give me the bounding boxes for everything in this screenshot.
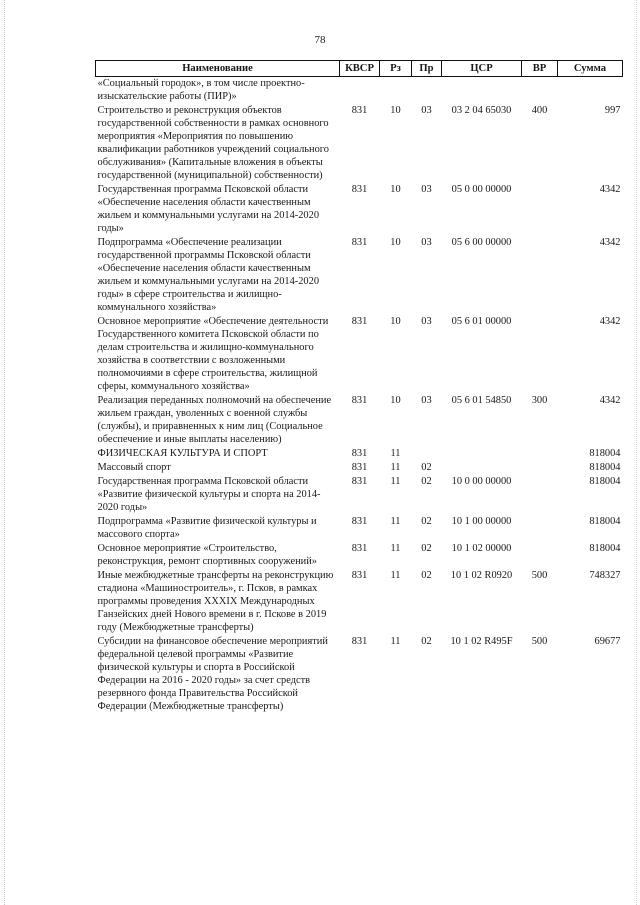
table-row <box>96 446 623 460</box>
cell-csr: 05 6 01 54850 <box>451 395 512 406</box>
cell-csr <box>442 446 522 460</box>
cell-rz: 11 <box>390 543 401 554</box>
cell-csr <box>442 460 522 474</box>
cell-name: «Социальный городок», в том числе проектно-изыскательские работы (ПИР)» <box>97 78 305 102</box>
cell-pr: 03 <box>421 395 432 406</box>
cell-sum: 4342 <box>599 184 621 195</box>
cell-rz: 11 <box>390 448 401 459</box>
table-body <box>96 77 623 714</box>
budget-table <box>95 60 623 713</box>
cell-kvsr: 831 <box>351 448 368 459</box>
cell-rz: 10 <box>390 395 401 406</box>
cell-sum: 69677 <box>594 636 621 647</box>
cell-rz: 10 <box>390 316 401 327</box>
cell-name: Государственная программа Псковской области «Обеспечение населения области качественным жильем и коммунальными услугами на 2014-2020 годы» <box>97 184 320 234</box>
cell-name: Реализация переданных полномочий на обеспечение жильем граждан, уволенных с военной службы (службы), и приравненных к ним лиц (Социальное обеспечение и иные выплаты населению) <box>97 395 332 445</box>
cell-sum <box>558 77 623 104</box>
cell-kvsr: 831 <box>351 543 368 554</box>
cell-sum: 748327 <box>589 570 621 581</box>
cell-name: Массовый спорт <box>97 462 171 473</box>
cell-kvsr: 831 <box>351 105 368 116</box>
cell-pr: 02 <box>421 476 432 487</box>
table-row <box>96 541 623 568</box>
cell-name: Субсидии на финансовое обеспечение мероприятий федеральной целевой программы «Развитие физической культуры и спорта в Российской Федерации на 2016 - 2020 годы» за счет средств резервного фонда Правительства Российской Федерации (Межбюджетные трансферты) <box>97 636 328 712</box>
cell-pr: 02 <box>421 636 432 647</box>
cell-rz: 11 <box>390 462 401 473</box>
cell-vr <box>522 77 558 104</box>
table-row <box>96 474 623 514</box>
cell-name: Подпрограмма «Развитие физической культуры и массового спорта» <box>97 516 317 540</box>
table-header-row <box>96 61 623 77</box>
table-row <box>96 393 623 446</box>
cell-kvsr: 831 <box>351 316 368 327</box>
cell-name: Основное мероприятие «Строительство, реконструкция, ремонт спортивных сооружений» <box>97 543 317 567</box>
cell-pr <box>412 77 442 104</box>
table-row <box>96 514 623 541</box>
cell-sum: 4342 <box>599 316 621 327</box>
header-sum: Сумма <box>558 61 623 77</box>
cell-kvsr <box>340 77 380 104</box>
header-pr: Пр <box>412 61 442 77</box>
header-name: Наименование <box>96 61 340 77</box>
scan-edge-right <box>636 0 638 905</box>
cell-vr <box>522 314 558 393</box>
cell-csr: 05 6 01 00000 <box>451 316 512 327</box>
table-row <box>96 634 623 713</box>
cell-sum: 818004 <box>589 476 621 487</box>
cell-vr <box>522 460 558 474</box>
cell-name: Основное мероприятие «Обеспечение деятельности Государственного комитета Псковской области по делам строительства и жилищно-коммунального хозяйства в соответствии с возложенными полномочиями в сфере строительства, жилищной сферы, коммунального хозяйства» <box>97 316 329 392</box>
cell-vr <box>522 541 558 568</box>
table-row <box>96 460 623 474</box>
cell-csr: 05 6 00 00000 <box>451 237 512 248</box>
cell-sum: 4342 <box>599 395 621 406</box>
cell-name: Иные межбюджетные трансферты на реконструкцию стадиона «Машиностроитель», г. Псков, в рамках программы проведения XXXIX Международных Ганзейских дней Нового времени в г. Пскове в 2019 году (Межбюджетные трансферты) <box>97 570 334 633</box>
cell-rz: 10 <box>390 105 401 116</box>
cell-name: ФИЗИЧЕСКАЯ КУЛЬТУРА И СПОРТ <box>97 448 268 459</box>
cell-sum: 997 <box>604 105 621 116</box>
cell-vr: 400 <box>531 105 548 116</box>
header-csr: ЦСР <box>442 61 522 77</box>
cell-rz: 11 <box>390 636 401 647</box>
table-row <box>96 77 623 104</box>
cell-pr <box>412 446 442 460</box>
page-number: 78 <box>314 34 326 46</box>
cell-vr <box>522 235 558 314</box>
header-kvsr: КВСР <box>340 61 380 77</box>
cell-pr: 02 <box>421 543 432 554</box>
cell-pr: 02 <box>421 462 432 473</box>
scan-edge-left <box>4 0 6 905</box>
cell-rz: 11 <box>390 516 401 527</box>
header-vr: ВР <box>522 61 558 77</box>
cell-vr <box>522 474 558 514</box>
cell-rz: 10 <box>390 237 401 248</box>
cell-rz: 11 <box>390 476 401 487</box>
cell-kvsr: 831 <box>351 237 368 248</box>
cell-csr: 03 2 04 65030 <box>451 105 512 116</box>
cell-rz: 10 <box>390 184 401 195</box>
cell-vr: 300 <box>531 395 548 406</box>
cell-pr: 03 <box>421 237 432 248</box>
cell-csr: 10 1 02 R495F <box>450 636 513 647</box>
cell-sum: 818004 <box>589 462 621 473</box>
cell-vr: 500 <box>531 636 548 647</box>
table-row <box>96 568 623 634</box>
cell-name: Подпрограмма «Обеспечение реализации государственной программы Псковской области «Обеспечение населения области качественным жильем и коммунальными услугами на 2014-2020 годы» в сфере строительства и жилищно-коммунального хозяйства» <box>97 237 320 313</box>
cell-kvsr: 831 <box>351 184 368 195</box>
cell-name: Государственная программа Псковской области «Развитие физической культуры и спорта на 2014-2020 годы» <box>97 476 321 513</box>
cell-pr: 03 <box>421 184 432 195</box>
cell-kvsr: 831 <box>351 570 368 581</box>
table-row <box>96 182 623 235</box>
cell-sum: 4342 <box>599 237 621 248</box>
table-row <box>96 103 623 182</box>
cell-pr: 03 <box>421 316 432 327</box>
cell-vr: 500 <box>531 570 548 581</box>
cell-csr: 10 1 00 00000 <box>451 516 512 527</box>
table-row <box>96 314 623 393</box>
cell-csr: 10 1 02 R0920 <box>450 570 513 581</box>
cell-vr <box>522 514 558 541</box>
cell-pr: 02 <box>421 516 432 527</box>
header-rz: Рз <box>380 61 412 77</box>
cell-kvsr: 831 <box>351 476 368 487</box>
cell-vr <box>522 182 558 235</box>
cell-name: Строительство и реконструкция объектов государственной собственности в рамках основного мероприятия «Мероприятия по повышению квалификации работников учреждений социального обслуживания» (Капитальные вложения в объекты государственной (муниципальной) собственности) <box>97 105 329 181</box>
cell-sum: 818004 <box>589 516 621 527</box>
cell-vr <box>522 446 558 460</box>
cell-rz: 11 <box>390 570 401 581</box>
cell-kvsr: 831 <box>351 516 368 527</box>
cell-sum: 818004 <box>589 448 621 459</box>
cell-csr: 10 0 00 00000 <box>451 476 512 487</box>
cell-sum: 818004 <box>589 543 621 554</box>
cell-csr: 10 1 02 00000 <box>451 543 512 554</box>
cell-kvsr: 831 <box>351 636 368 647</box>
cell-csr: 05 0 00 00000 <box>451 184 512 195</box>
cell-pr: 02 <box>421 570 432 581</box>
cell-kvsr: 831 <box>351 395 368 406</box>
cell-kvsr: 831 <box>351 462 368 473</box>
cell-rz <box>380 77 412 104</box>
cell-csr <box>442 77 522 104</box>
cell-pr: 03 <box>421 105 432 116</box>
table-row <box>96 235 623 314</box>
